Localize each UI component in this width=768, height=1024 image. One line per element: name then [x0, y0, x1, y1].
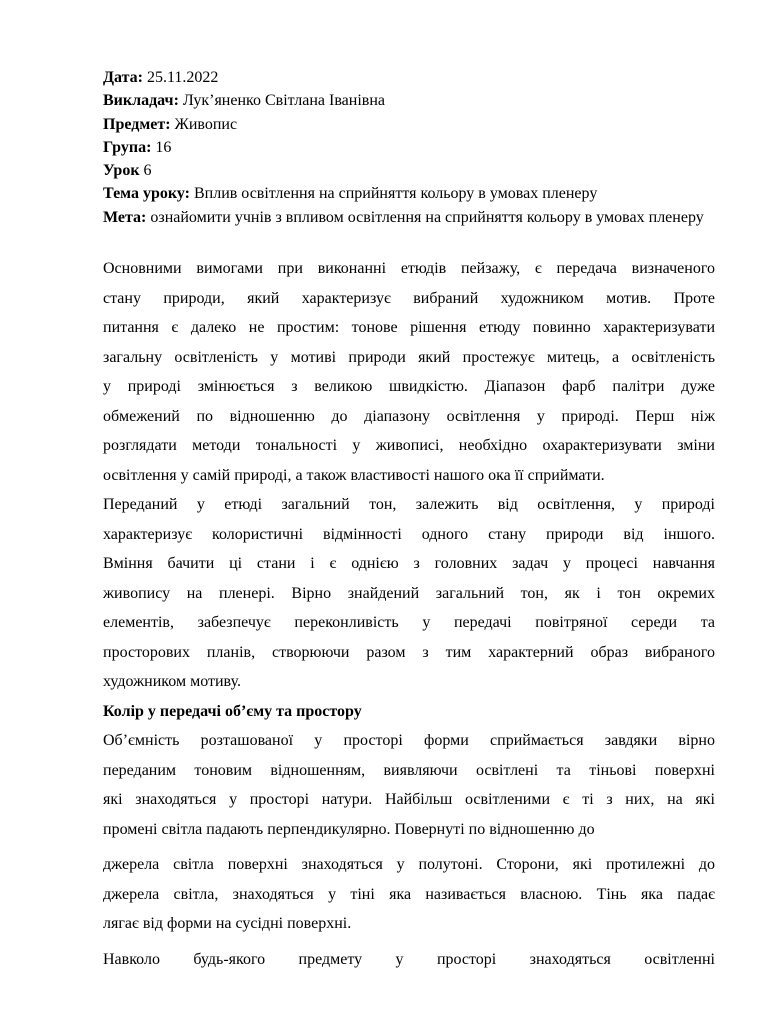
text-line: Навколо будь-якого предмету у просторі знаходяться освітленні: [103, 950, 715, 968]
text-line: Переданий у етюді загальний тон, залежить від освітлення, у природі: [103, 496, 715, 514]
subject-line: [103, 113, 715, 136]
section-gap: [103, 229, 715, 254]
text-line: художником мотиву.: [103, 673, 241, 691]
text-line: промені світла падають перпендикулярно. Повернуті по відношенню до: [103, 820, 595, 838]
group-value: 16: [151, 138, 172, 156]
goal-value: ознайомити учнів з впливом освітлення на сприйняття кольору в умовах пленеру: [146, 208, 704, 226]
subject-value: Живопис: [170, 115, 238, 133]
topic-value: Вплив освітлення на сприйняття кольору в умовах пленеру: [189, 185, 598, 203]
subject-label: Предмет:: [103, 115, 171, 133]
lesson-value: 6: [139, 162, 152, 180]
text-line: джерела світла поверхні знаходяться у полутоні. Сторони, які протилежні до: [103, 856, 715, 874]
lesson-line: [103, 159, 715, 182]
group-line: [103, 136, 715, 159]
paragraph-4: [103, 850, 715, 939]
text-line: освітлення у самій природі, а також властивості нашого ока її сприймати.: [103, 466, 605, 484]
paragraph-3: [103, 726, 715, 844]
text-line: Основними вимогами при виконанні етюдів пейзажу, є передача визначеного: [103, 260, 715, 278]
date-value: 25.11.2022: [142, 69, 219, 86]
paragraph-1: [103, 254, 715, 490]
paragraph-2: [103, 490, 715, 697]
paragraph-5: [103, 945, 715, 975]
text-line: у природі змінюється з великою швидкістю. Діапазон фарб палітри дуже: [103, 378, 715, 396]
text-line: обмежений по відношенню до діапазону освітлення у природі. Перш ніж: [103, 407, 715, 425]
text-line: живопису на пленері. Вірно знайдений загальний тон, як і тон окремих: [103, 584, 715, 602]
teacher-line: [103, 89, 715, 112]
text-line: елементів, забезпечує переконливість у передачі повітряної середи та: [103, 614, 715, 632]
text-line: загальну освітленість у мотиві природи який простежує митець, а освітленість: [103, 348, 715, 366]
group-label: Група:: [103, 138, 152, 156]
text-line: які знаходяться у просторі натури. Найбільш освітленими є ті з них, на які: [103, 791, 715, 809]
section-heading: Колір у передачі об’єму та простору: [103, 702, 362, 720]
text-line: лягає від форми на сусідні поверхні.: [103, 915, 352, 933]
text-line: розглядати методи тональності у живописі, необхідно охарактеризувати зміни: [103, 437, 715, 455]
topic-label: Тема уроку:: [103, 185, 190, 203]
text-line: Вміння бачити ці стани і є однією з головних задач у процесі навчання: [103, 555, 715, 573]
text-line: переданим тоновим відношенням, виявляючи освітлені та тіньові поверхні: [103, 761, 715, 779]
lesson-label: Урок: [103, 162, 140, 180]
date-line: [103, 66, 715, 89]
goal-line: [103, 206, 715, 229]
topic-line: [103, 182, 715, 205]
text-line: просторових планів, створюючи разом з тим характерний образ вибраного: [103, 643, 715, 661]
text-line: стану природи, який характеризує вибраний художником мотив. Проте: [103, 289, 715, 307]
text-line: Об’ємність розташованої у просторі форми сприймається завдяки вірно: [103, 732, 715, 750]
text-line: питання є далеко не простим: тонове рішення етюду повинно характеризувати: [103, 319, 715, 337]
text-line: характеризує колористичні відмінності одного стану природи від іншого.: [103, 525, 715, 543]
teacher-label: Викладач:: [103, 92, 179, 110]
goal-label: Мета:: [103, 208, 147, 226]
document-page: [103, 66, 715, 974]
teacher-value: Лук’яненко Світлана Іванівна: [178, 92, 386, 110]
date-label: Дата:: [103, 69, 143, 86]
text-line: джерела світла, знаходяться у тіні яка називається власною. Тінь яка падає: [103, 885, 715, 903]
